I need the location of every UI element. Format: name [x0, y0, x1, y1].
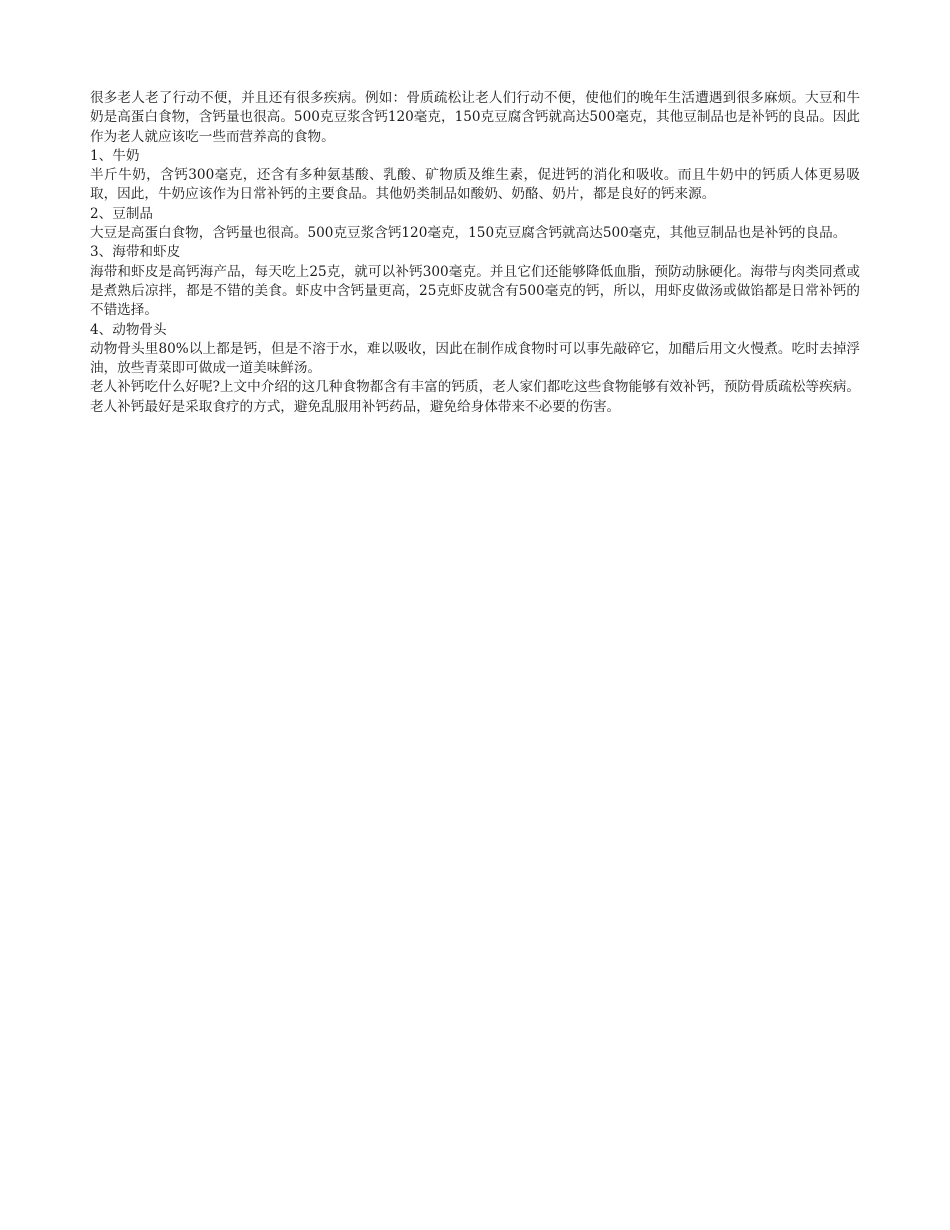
- conclusion-paragraph: 老人补钙吃什么好呢?上文中介绍的这几种食物都含有丰富的钙质，老人家们都吃这些食物能够有效补钙，预防骨质疏松等疾病。老人补钙最好是采取食疗的方式，避免乱服用补钙药品，避免给身体带来不必要的伤害。: [90, 379, 860, 415]
- animal-bones-paragraph: 动物骨头里80%以上都是钙，但是不溶于水，难以吸收，因此在制作成食物时可以事先敲碎它，加醋后用文火慢煮。吃时去掉浮油，放些青菜即可做成一道美味鲜汤。: [90, 340, 860, 377]
- intro-paragraph: 很多老人老了行动不便，并且还有很多疾病。例如：骨质疏松让老人们行动不便，使他们的晚年生活遭遇到很多麻烦。大豆和牛奶是高蛋白食物，含钙量也很高。500克豆浆含钙120毫克，150克豆腐含钙就高达500毫克，其他豆制品也是补钙的良品。因此作为老人就应该吃一些而营养高的食物。: [90, 90, 860, 145]
- section-heading-animal-bones: 4、动物骨头: [90, 321, 167, 338]
- kelp-shrimp-paragraph: 海带和虾皮是高钙海产品，每天吃上25克，就可以补钙300毫克。并且它们还能够降低血脂，预防动脉硬化。海带与肉类同煮或是煮熟后凉拌，都是不错的美食。虾皮中含钙量更高，25克虾皮就含有500毫克的钙，所以，用虾皮做汤或做馅都是日常补钙的不错选择。: [90, 263, 860, 319]
- section-heading-soy-products: 2、豆制品: [90, 205, 154, 222]
- milk-paragraph: 半斤牛奶，含钙300毫克，还含有多种氨基酸、乳酸、矿物质及维生素，促进钙的消化和吸收。而且牛奶中的钙质人体更易吸取，因此，牛奶应该作为日常补钙的主要食品。其他奶类制品如酸奶、奶酪、奶片，都是良好的钙来源。: [90, 167, 860, 203]
- soy-products-paragraph: 大豆是高蛋白食物，含钙量也很高。500克豆浆含钙120毫克，150克豆腐含钙就高达500毫克，其他豆制品也是补钙的良品。: [90, 225, 847, 242]
- section-heading-milk: 1、牛奶: [90, 147, 140, 164]
- section-heading-kelp-shrimp: 3、海带和虾皮: [90, 244, 181, 261]
- document-body: [90, 89, 860, 417]
